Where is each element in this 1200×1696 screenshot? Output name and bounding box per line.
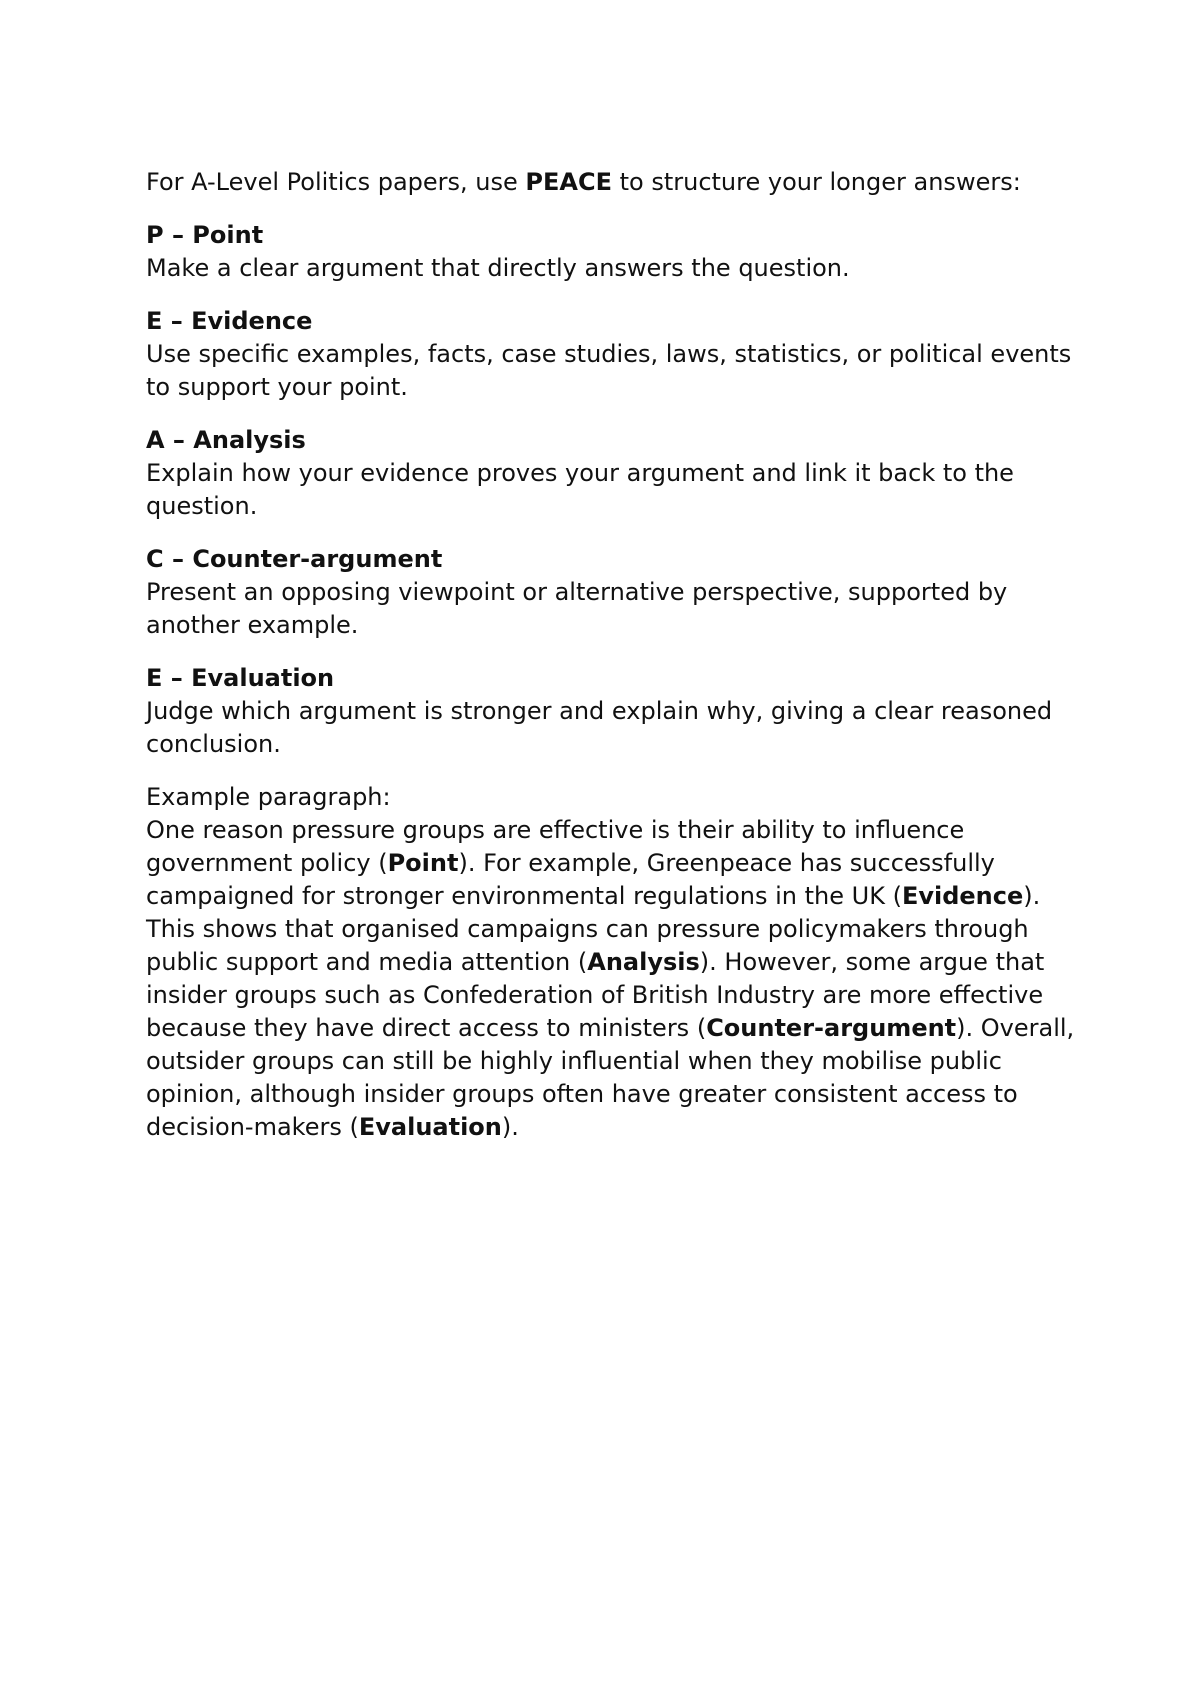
intro-acronym: PEACE: [525, 168, 612, 196]
example-part: ). However, some argue that insider groups such as Confederation of British Industry are more effective because they have direct access to ministers (: [146, 948, 1045, 1042]
section-heading-counter-argument: C – Counter-argument: [146, 545, 443, 573]
example-tag-counter-argument: Counter-argument: [706, 1014, 957, 1042]
example-part: ). For example, Greenpeace has successfully campaigned for stronger environmental regulations in the UK (: [146, 849, 995, 910]
section-evaluation: [146, 662, 1076, 761]
example-tag-point: Point: [387, 849, 459, 877]
example-part: ). This shows that organised campaigns can pressure policymakers through public support and media attention (: [146, 882, 1041, 976]
section-point: [146, 219, 1076, 285]
example-tag-evaluation: Evaluation: [358, 1113, 502, 1141]
section-evidence: [146, 305, 1076, 404]
example-paragraph: [146, 781, 1076, 1144]
intro-text-end: to structure your longer answers:: [611, 168, 1021, 196]
section-analysis: [146, 424, 1076, 523]
example-label: Example paragraph:: [146, 783, 391, 811]
section-description-analysis: Explain how your evidence proves your argument and link it back to the question.: [146, 459, 1014, 520]
example-part: ).: [501, 1113, 519, 1141]
section-description-point: Make a clear argument that directly answers the question.: [146, 254, 850, 282]
section-description-evaluation: Judge which argument is stronger and explain why, giving a clear reasoned conclusion.: [146, 697, 1053, 758]
example-text: [146, 816, 1074, 1141]
intro-text-start: For A-Level Politics papers, use: [146, 168, 526, 196]
intro-paragraph: [146, 166, 1076, 199]
section-description-evidence: Use specific examples, facts, case studies, laws, statistics, or political events to support your point.: [146, 340, 1072, 401]
section-counter-argument: [146, 543, 1076, 642]
section-heading-analysis: A – Analysis: [146, 426, 306, 454]
section-heading-evidence: E – Evidence: [146, 307, 313, 335]
example-tag-analysis: Analysis: [587, 948, 700, 976]
section-description-counter-argument: Present an opposing viewpoint or alternative perspective, supported by another example.: [146, 578, 1008, 639]
example-part: ). Overall, outsider groups can still be highly influential when they mobilise public opinion, although insider groups often have greater consistent access to decision-makers (: [146, 1014, 1075, 1141]
document-body: [146, 166, 1076, 1144]
section-heading-point: P – Point: [146, 221, 264, 249]
example-part: One reason pressure groups are effective is their ability to influence government policy (: [146, 816, 965, 877]
example-tag-evidence: Evidence: [901, 882, 1024, 910]
section-heading-evaluation: E – Evaluation: [146, 664, 335, 692]
